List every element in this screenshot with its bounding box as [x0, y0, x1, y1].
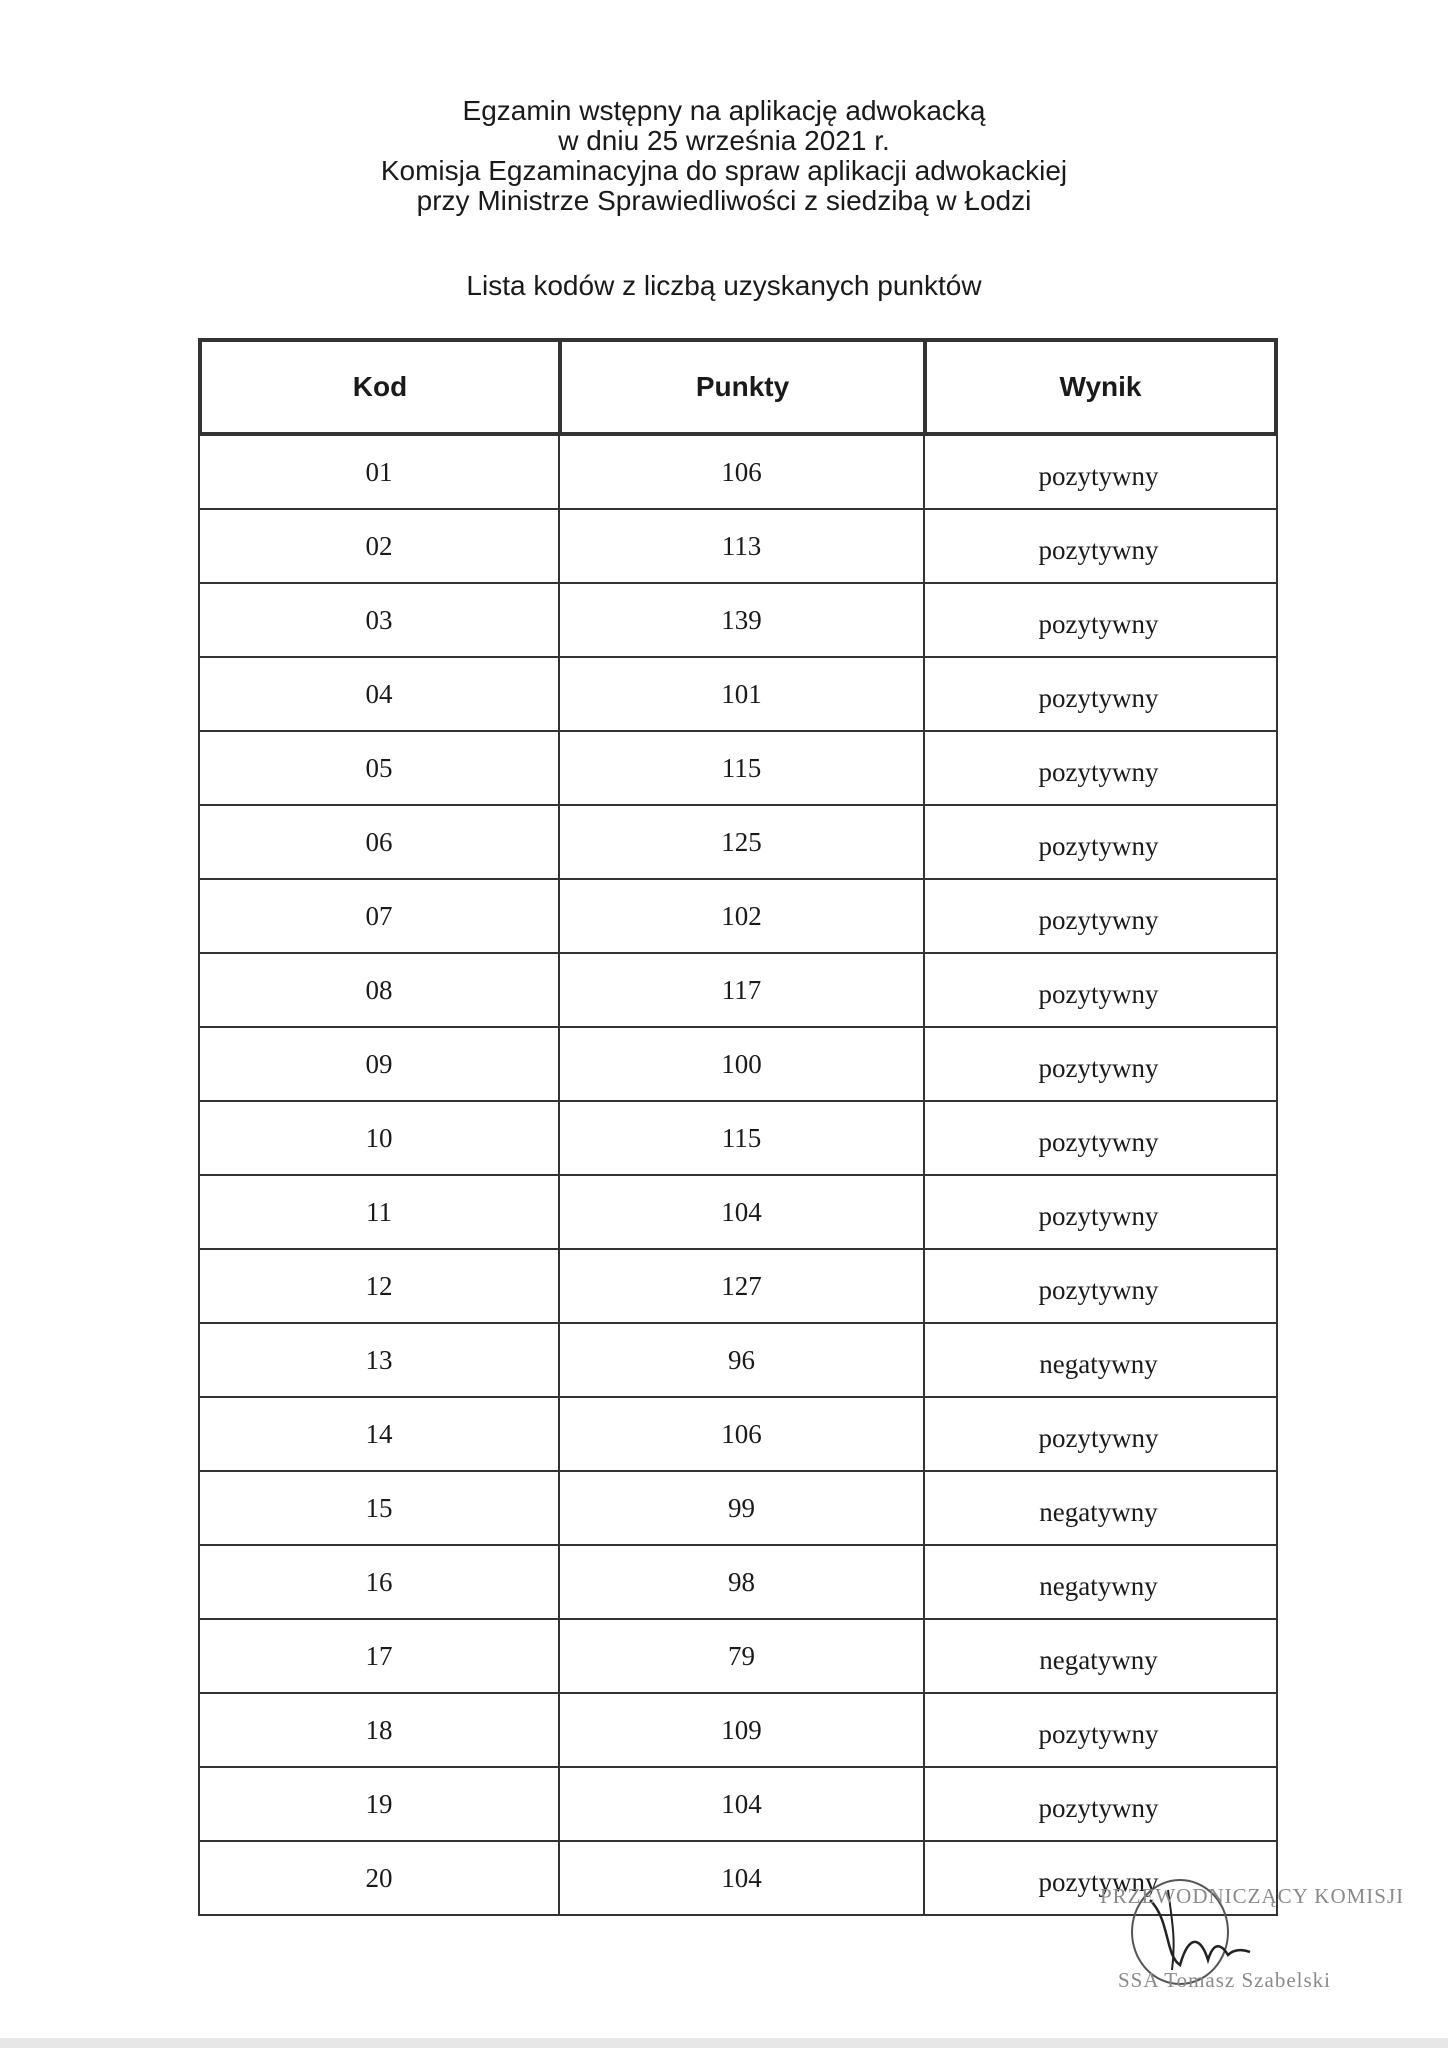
kod-cell: 07 [200, 880, 560, 952]
document-header [0, 96, 1448, 216]
punkty-cell: 96 [560, 1324, 925, 1396]
kod-cell: 14 [200, 1398, 560, 1470]
kod-cell: 11 [200, 1176, 560, 1248]
wynik-cell: pozytywny [1038, 1200, 1159, 1231]
wynik-cell: pozytywny [1038, 1792, 1159, 1823]
table-row [200, 1472, 1276, 1546]
punkty-cell: 125 [560, 806, 925, 878]
table-row [200, 1768, 1276, 1842]
kod-cell: 08 [200, 954, 560, 1026]
kod-cell: 04 [200, 658, 560, 730]
table-row [200, 1250, 1276, 1324]
punkty-cell: 139 [560, 584, 925, 656]
wynik-cell: pozytywny [1038, 1274, 1159, 1305]
results-table [198, 338, 1278, 1916]
punkty-cell: 99 [560, 1472, 925, 1544]
table-row [200, 510, 1276, 584]
stamp-title: PRZEWODNICZĄCY KOMISJI [1100, 1884, 1405, 1908]
table-row [200, 436, 1276, 510]
wynik-cell: pozytywny [1038, 1052, 1159, 1083]
kod-cell: 18 [200, 1694, 560, 1766]
punkty-cell: 98 [560, 1546, 925, 1618]
table-body [198, 436, 1278, 1916]
header-line-1: Egzamin wstępny na aplikację adwokacką [462, 95, 986, 126]
kod-cell: 16 [200, 1546, 560, 1618]
list-title: Lista kodów z liczbą uzyskanych punktów [466, 270, 982, 301]
kod-cell: 01 [200, 436, 560, 508]
kod-cell: 19 [200, 1768, 560, 1840]
wynik-cell: pozytywny [1038, 608, 1159, 639]
punkty-cell: 106 [560, 436, 925, 508]
kod-cell: 20 [200, 1842, 560, 1914]
table-row [200, 954, 1276, 1028]
kod-cell: 02 [200, 510, 560, 582]
wynik-cell: negatywny [1039, 1570, 1158, 1601]
kod-cell: 15 [200, 1472, 560, 1544]
table-row [200, 658, 1276, 732]
wynik-cell: pozytywny [1038, 978, 1159, 1009]
punkty-cell: 100 [560, 1028, 925, 1100]
wynik-cell: pozytywny [1038, 830, 1159, 861]
wynik-cell: negatywny [1039, 1348, 1158, 1379]
wynik-cell: pozytywny [1038, 1422, 1159, 1453]
kod-cell: 09 [200, 1028, 560, 1100]
punkty-cell: 101 [560, 658, 925, 730]
wynik-cell: negatywny [1039, 1496, 1158, 1527]
kod-cell: 03 [200, 584, 560, 656]
table-row [200, 806, 1276, 880]
wynik-cell: pozytywny [1038, 1126, 1159, 1157]
punkty-cell: 102 [560, 880, 925, 952]
kod-cell: 05 [200, 732, 560, 804]
wynik-cell: pozytywny [1038, 460, 1159, 491]
table-row [200, 1546, 1276, 1620]
punkty-cell: 79 [560, 1620, 925, 1692]
table-row [200, 1694, 1276, 1768]
wynik-cell: pozytywny [1038, 756, 1159, 787]
wynik-cell: pozytywny [1038, 904, 1159, 935]
table-row [200, 1028, 1276, 1102]
punkty-cell: 115 [560, 732, 925, 804]
table-header [198, 338, 1278, 436]
wynik-cell: pozytywny [1038, 534, 1159, 565]
punkty-cell: 104 [560, 1768, 925, 1840]
punkty-cell: 113 [560, 510, 925, 582]
table-row [200, 584, 1276, 658]
stamp-name: SSA Tomasz Szabelski [1118, 1968, 1331, 1992]
punkty-cell: 104 [560, 1176, 925, 1248]
punkty-cell: 117 [560, 954, 925, 1026]
table-row [200, 732, 1276, 806]
wynik-cell: negatywny [1039, 1644, 1158, 1675]
column-header-wynik: Wynik [1059, 371, 1142, 402]
kod-cell: 17 [200, 1620, 560, 1692]
column-header-kod: Kod [202, 342, 562, 432]
punkty-cell: 127 [560, 1250, 925, 1322]
header-line-4: przy Ministrze Sprawiedliwości z siedzibą w Łodzi [416, 185, 1032, 216]
table-row [200, 1324, 1276, 1398]
header-line-2: w dniu 25 września 2021 r. [558, 125, 890, 156]
table-row [200, 1102, 1276, 1176]
kod-cell: 10 [200, 1102, 560, 1174]
scan-edge [0, 2038, 1448, 2048]
kod-cell: 12 [200, 1250, 560, 1322]
table-row [200, 1176, 1276, 1250]
kod-cell: 06 [200, 806, 560, 878]
column-header-punkty: Punkty [562, 342, 927, 432]
wynik-cell: pozytywny [1038, 682, 1159, 713]
punkty-cell: 115 [560, 1102, 925, 1174]
punkty-cell: 109 [560, 1694, 925, 1766]
header-line-3: Komisja Egzaminacyjna do spraw aplikacji adwokackiej [380, 155, 1068, 186]
wynik-cell: pozytywny [1038, 1718, 1159, 1749]
wynik-cell: pozytywny [1038, 1866, 1159, 1897]
table-row [200, 880, 1276, 954]
punkty-cell: 106 [560, 1398, 925, 1470]
table-row [200, 1398, 1276, 1472]
kod-cell: 13 [200, 1324, 560, 1396]
punkty-cell: 104 [560, 1842, 925, 1914]
table-row [200, 1620, 1276, 1694]
